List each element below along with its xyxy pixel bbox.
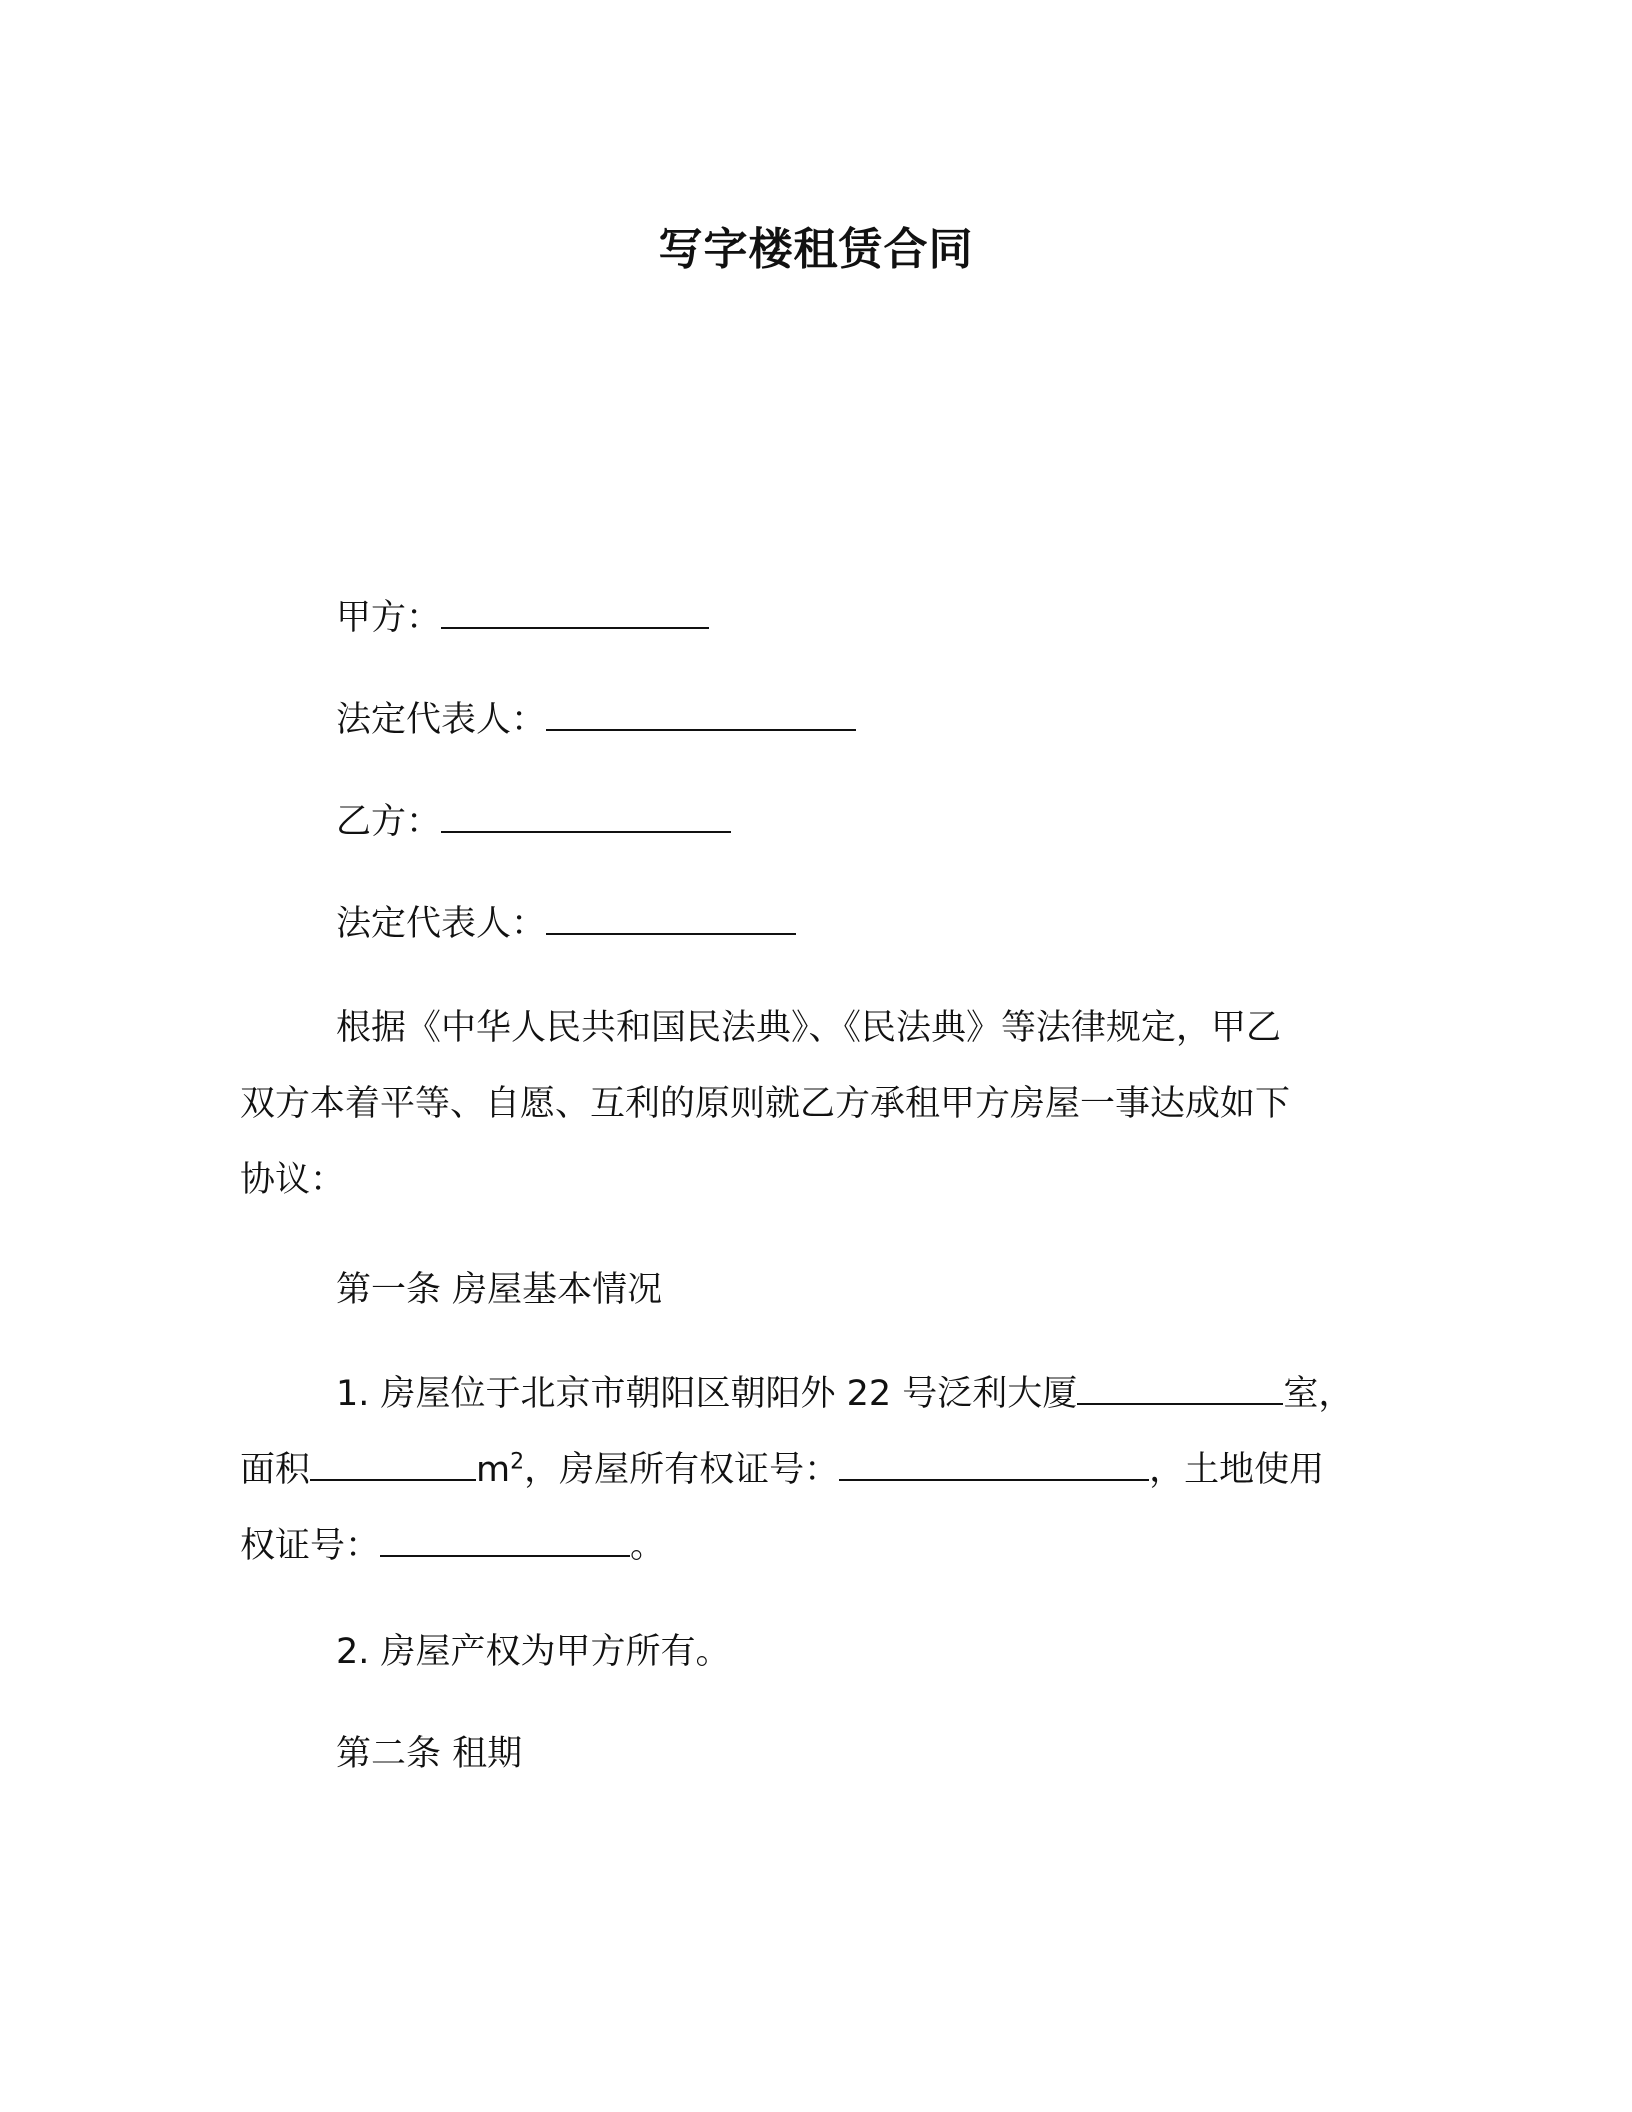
item-1-line-2 (240, 1432, 1392, 1508)
party-a-blank (441, 597, 709, 629)
item-1-end-mark: 。 (630, 1526, 666, 1566)
article-1-item-1 (240, 1356, 1392, 1584)
party-b-label: 乙方： (336, 802, 442, 842)
land-use-label-part: ，土地使用 (1149, 1450, 1325, 1490)
item-1-room-suffix: 室， (1283, 1374, 1354, 1414)
party-b-line (336, 798, 731, 846)
intro-line-3: 协议： (240, 1160, 346, 1200)
land-cert-blank (380, 1525, 630, 1557)
party-a-label: 甲方： (336, 598, 442, 638)
ownership-cert-blank (839, 1449, 1149, 1481)
land-cert-label: 权证号： (240, 1526, 381, 1566)
party-a-rep-line (336, 696, 856, 744)
item-1-line-1 (240, 1356, 1392, 1432)
article-1-heading: 第一条 房屋基本情况 (336, 1270, 663, 1310)
item-1-location-text: 1. 房屋位于北京市朝阳区朝阳外 22 号泛利大厦 (336, 1374, 1078, 1414)
party-a-line (336, 594, 709, 642)
intro-paragraph (240, 990, 1392, 1218)
document-title: 写字楼租赁合同 (658, 224, 974, 275)
article-1-item-2: 2. 房屋产权为甲方所有。 (336, 1632, 731, 1672)
area-unit-superscript: 2 (510, 1449, 525, 1475)
party-a-rep-label: 法定代表人： (336, 700, 547, 740)
party-b-rep-blank (546, 903, 796, 935)
ownership-cert-label: ，房屋所有权证号： (524, 1450, 840, 1490)
party-b-rep-label: 法定代表人： (336, 904, 547, 944)
article-2-heading: 第二条 租期 (336, 1734, 523, 1774)
party-b-blank (441, 801, 731, 833)
room-number-blank (1077, 1373, 1283, 1405)
area-label: 面积 (240, 1450, 311, 1490)
party-b-rep-line (336, 900, 796, 948)
item-1-line-3 (240, 1508, 1392, 1584)
area-blank (310, 1449, 476, 1481)
party-a-rep-blank (546, 699, 856, 731)
intro-line-2: 双方本着平等、自愿、互利的原则就乙方承租甲方房屋一事达成如下 (240, 1084, 1291, 1124)
intro-line-1: 根据《中华人民共和国民法典》、《民法典》等法律规定，甲乙 (336, 1008, 1282, 1048)
area-unit: m (476, 1450, 511, 1490)
